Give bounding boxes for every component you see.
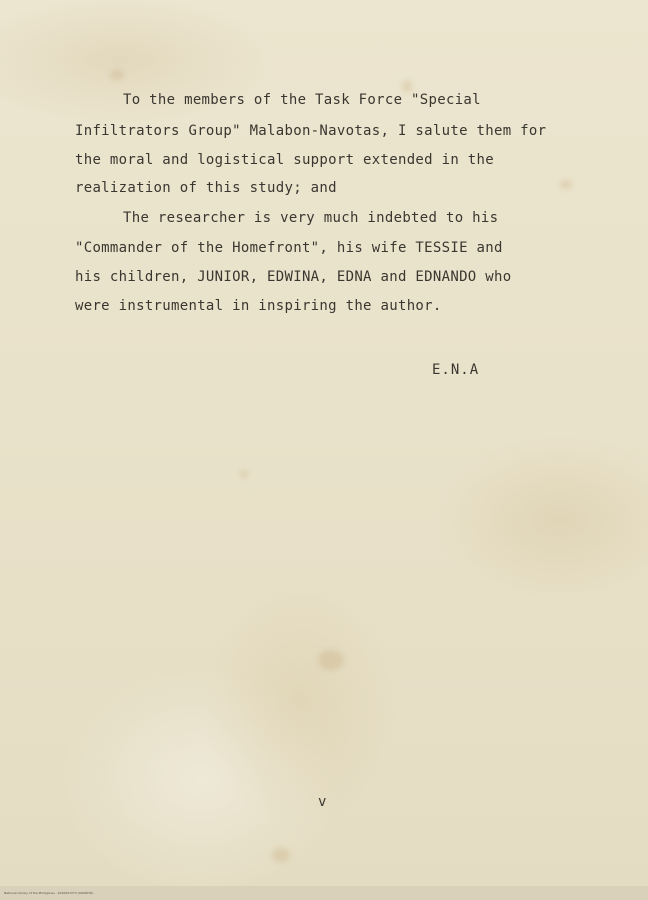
paragraph-1-line-1: To the members of the Task Force "Special bbox=[123, 92, 481, 108]
paragraph-1-line-4: realization of this study; and bbox=[75, 180, 337, 196]
paper-stain bbox=[240, 470, 248, 478]
paragraph-1-line-2: Infiltrators Group" Malabon-Navotas, I salute them for bbox=[75, 123, 547, 139]
paper-stain bbox=[318, 650, 344, 670]
paragraph-2-line-1: The researcher is very much indebted to his bbox=[123, 210, 499, 226]
paragraph-2-line-2: "Commander of the Homefront", his wife TESSIE and bbox=[75, 240, 503, 256]
author-initials: E.N.A bbox=[432, 362, 480, 378]
paragraph-2-line-3: his children, JUNIOR, EDWINA, EDNA and EDNANDO who bbox=[75, 269, 512, 285]
scan-footer-strip bbox=[0, 886, 648, 900]
page-number: v bbox=[318, 794, 327, 810]
paper-stain bbox=[110, 70, 124, 80]
paragraph-1-line-3: the moral and logistical support extended in the bbox=[75, 152, 494, 168]
paragraph-2-line-4: were instrumental in inspiring the author. bbox=[75, 298, 442, 314]
scan-footer-credit: National Library of the Philippines · 1020007273 (0000076) bbox=[4, 891, 94, 895]
paper-stain bbox=[402, 80, 412, 92]
paper-stain bbox=[272, 848, 290, 862]
paper-stain bbox=[560, 180, 572, 189]
